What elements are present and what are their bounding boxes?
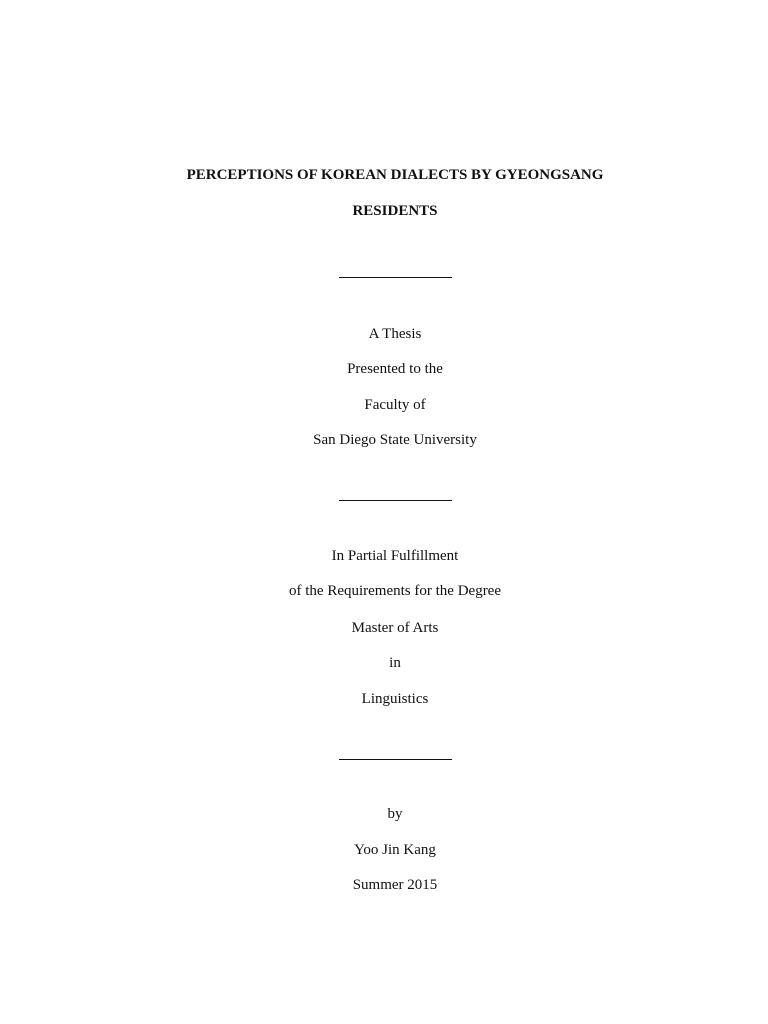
divider-rule-1 (339, 277, 452, 278)
fulfillment-text: In Partial Fulfillment (331, 548, 459, 564)
divider-rule-3 (339, 759, 452, 760)
thesis-label: A Thesis (368, 326, 422, 342)
faculty-of-text: Faculty of (364, 397, 426, 413)
university-name: San Diego State University (313, 432, 477, 448)
by-text: by (387, 806, 403, 822)
submission-date: Summer 2015 (352, 877, 438, 893)
author-name: Yoo Jin Kang (354, 842, 436, 858)
presented-to-text: Presented to the (347, 361, 443, 377)
divider-rule-2 (339, 500, 452, 501)
thesis-title-line-2: RESIDENTS (352, 203, 438, 219)
in-text: in (389, 655, 401, 671)
requirements-text: of the Requirements for the Degree (289, 583, 501, 599)
field-name: Linguistics (361, 691, 429, 707)
degree-name: Master of Arts (351, 620, 439, 636)
thesis-title-line-1: PERCEPTIONS OF KOREAN DIALECTS BY GYEONGSANG (186, 167, 604, 183)
